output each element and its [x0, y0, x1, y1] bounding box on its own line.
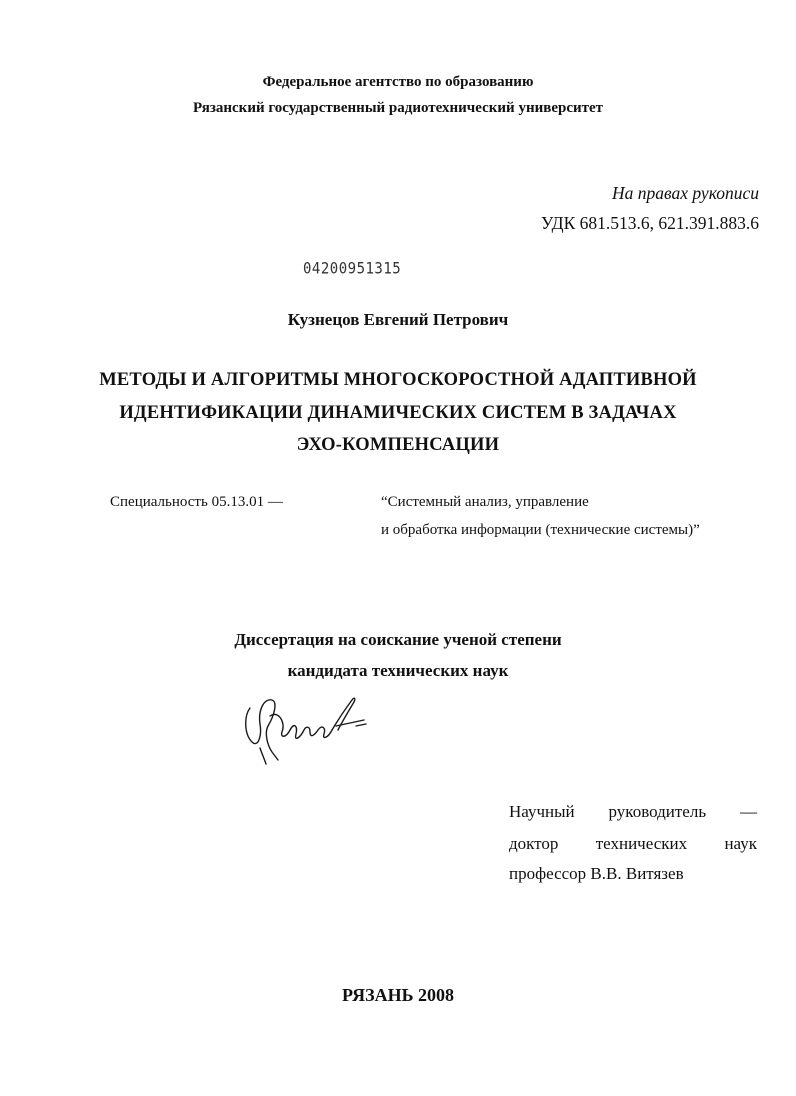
advisor-word-doctor: доктор: [509, 834, 559, 853]
thesis-title-line-3: ЭХО-КОМПЕНСАЦИИ: [296, 435, 500, 455]
advisor-word-supervisor: руководитель: [608, 802, 707, 821]
thesis-title-line-1: МЕТОДЫ И АЛГОРИТМЫ МНОГОСКОРОСТНОЙ АДАПТИВНОЙ: [99, 370, 697, 390]
inventory-number: 04200951315: [303, 259, 402, 279]
advisor-title-line-1: [509, 802, 757, 822]
dissertation-line-1: Диссертация на соискание ученой степени: [234, 630, 562, 649]
thesis-title-line-2: ИДЕНТИФИКАЦИИ ДИНАМИЧЕСКИХ СИСТЕМ В ЗАДАЧАХ: [119, 403, 677, 423]
dissertation-line-2: кандидата технических наук: [287, 661, 509, 680]
advisor-name: профессор В.В. Витязев: [509, 864, 684, 883]
rights-note: На правах рукописи: [612, 183, 759, 203]
specialty-name-line-2: и обработка информации (технические системы)”: [381, 522, 700, 538]
specialty-name-line-1: “Системный анализ, управление: [381, 494, 589, 510]
author-signature: [238, 686, 378, 766]
university-name: Рязанский государственный радиотехнический университет: [192, 100, 604, 116]
agency-name: Федеральное агентство по образованию: [262, 74, 534, 90]
author-name: Кузнецов Евгений Петрович: [287, 310, 509, 329]
advisor-dash: —: [739, 802, 757, 821]
advisor-word-scientific: Научный: [509, 802, 575, 821]
udk-code: УДК 681.513.6, 621.391.883.6: [541, 213, 759, 233]
advisor-title-line-2: [509, 834, 757, 854]
advisor-word-technical: технических: [595, 834, 688, 853]
advisor-word-sciences: наук: [724, 834, 757, 853]
specialty-code: Специальность 05.13.01 —: [110, 494, 283, 510]
city-year: РЯЗАНЬ 2008: [342, 985, 454, 1005]
